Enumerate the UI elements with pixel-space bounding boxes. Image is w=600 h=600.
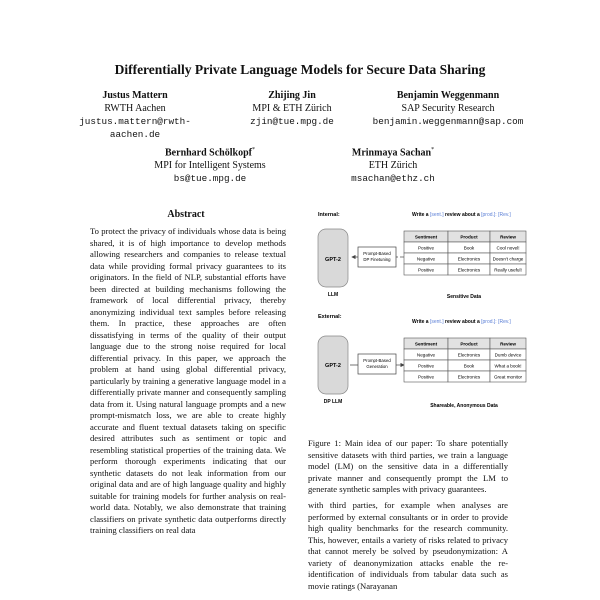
table2-caption: Shareable, Anonymous Data [430,403,498,409]
external-label: External: [318,314,342,320]
model-name: GPT-2 [325,257,341,263]
author-name: Justus Mattern [102,90,168,101]
author-block-5 [318,144,468,185]
model-name: GPT-2 [325,363,341,369]
table1-cell-text: Cool novel! [496,245,520,251]
table2-header-text: Sentiment [414,341,438,347]
equal-advising-mark: * [251,147,255,153]
anonymous-data-table [404,338,526,382]
prompt-template-2: Write a [sent.] review about a [prod.]: [Rev.] [412,319,511,325]
table2-cell-text: Great monitor [493,374,523,380]
author-email: zjin@tue.mpg.de [250,116,334,127]
table2-header-text: Product [460,341,478,347]
table1-header-text: Review [500,234,516,240]
abstract-heading: Abstract [167,209,205,220]
table1-cell-text: Really useful! [494,267,522,273]
author-name: Benjamin Weggenmann [396,90,500,101]
author-affiliation: MPI & ETH Zürich [252,103,332,114]
table1-cell-text: Book [463,245,475,251]
author-affiliation: RWTH Aachen [104,103,166,114]
table2-cell-text: Positive [417,363,435,369]
figure-caption: Figure 1: Main idea of our paper: To share potentially sensitive datasets with third parties, we train a language model (LM) on the sensitive data in a differentially private manner and consequently prompt the LM to generate synthetic samples with privacy guarantees. [308,438,508,494]
dp-llm-label: DP LLM [323,399,343,405]
table1-cell-text: Doesn't charge [492,256,524,262]
internal-label: Internal: [318,212,340,218]
author-block-3 [358,89,538,128]
author-affiliation: MPI for Intelligent Systems [154,160,266,172]
body-text: with third parties, for example when analyses are performed by external consultants or in order to provide high quality benchmarks for the research community. This, however, entails a variety of risks related to privacy that cannot merely be solved by pseudonymization: A variety of deanonymization attacks enable the re-identification of individuals from tabular data such as movie ratings (Narayanan [308,500,508,591]
table2-cell-text: What a book! [494,363,522,369]
prompt-template-1: Write a [sent.] review about a [prod.]: [Rev.] [412,212,511,218]
figure-1 [316,204,528,430]
llm-label: LLM [327,292,339,298]
table2-cell-text: Electronics [457,352,481,358]
author-block-4 [120,144,300,185]
author-block-2 [227,89,357,128]
table1-cell-text: Positive [417,267,435,273]
paper-title: Differentially Private Language Models for Secure Data Sharing [114,62,486,77]
table2-cell-text: Dumb device [494,352,522,358]
author-affiliation: ETH Zürich [368,160,418,172]
table1-header-text: Product [460,234,478,240]
author-name: Bernhard Schölkopf [165,147,252,159]
table2-header-text: Review [500,341,516,347]
author-email: justus.mattern@rwth-aachen.de [79,116,191,140]
author-email: msachan@ethz.ch [351,173,435,185]
table2-cell-text: Electronics [457,374,481,380]
table1-header-text: Sentiment [414,234,438,240]
table1-cell-text: Negative [416,256,436,262]
table1-cell-text: Positive [417,245,435,251]
table1-cell-text: Electronics [457,267,481,273]
author-block-1 [60,89,210,141]
author-affiliation: SAP Security Research [401,103,495,114]
author-name: Zhijing Jin [268,90,316,101]
author-email: benjamin.weggenmann@sap.com [372,116,524,127]
abstract-text: To protect the privacy of individuals whose data is being shared, it is of high importance to develop methods allowing researchers and companies to release textual data while providing formal privacy guarantees to its originators. In the field of NLP, substantial efforts have been directed at building mechanisms following the framework of local differential privacy, thereby anonymizing individual text samples before releasing them. In practice, these approaches are often dissatisfying in terms of the quality of their output language due to the strong noise required for local differential privacy. In this paper, we approach the problem at hand using global differential privacy, particularly by training a generative language model in a differentially private manner and consequently sampling data from it. Using natural language prompts and a new prompt-mismatch loss, we are able to create highly accurate and fluent textual datasets taking on specific desired attributes such as sentiment or topic and resembling statistical properties of the training data. We perform thorough experiments indicating that our synthetic datasets do not leak information from our original data and are of high language quality and highly suitable for training models for further analysis on real-world data. Notably, we also demonstrate that training classifiers on private synthetic data outperforms directly training classifiers on real data [90,226,286,535]
author-name: Mrinmaya Sachan [351,147,432,159]
table2-cell-text: Book [463,363,475,369]
table2-cell-text: Positive [417,374,435,380]
table1-caption: Sensitive Data [446,294,482,300]
equal-advising-mark: * [431,147,435,153]
author-email: bs@tue.mpg.de [173,173,247,185]
table2-cell-text: Negative [416,352,436,358]
generation-label: Prompt-Based Generation [363,358,391,369]
table1-cell-text: Electronics [457,256,481,262]
sensitive-data-table [404,231,526,275]
finetune-label: Prompt-Based DP Finetuning [363,251,391,262]
